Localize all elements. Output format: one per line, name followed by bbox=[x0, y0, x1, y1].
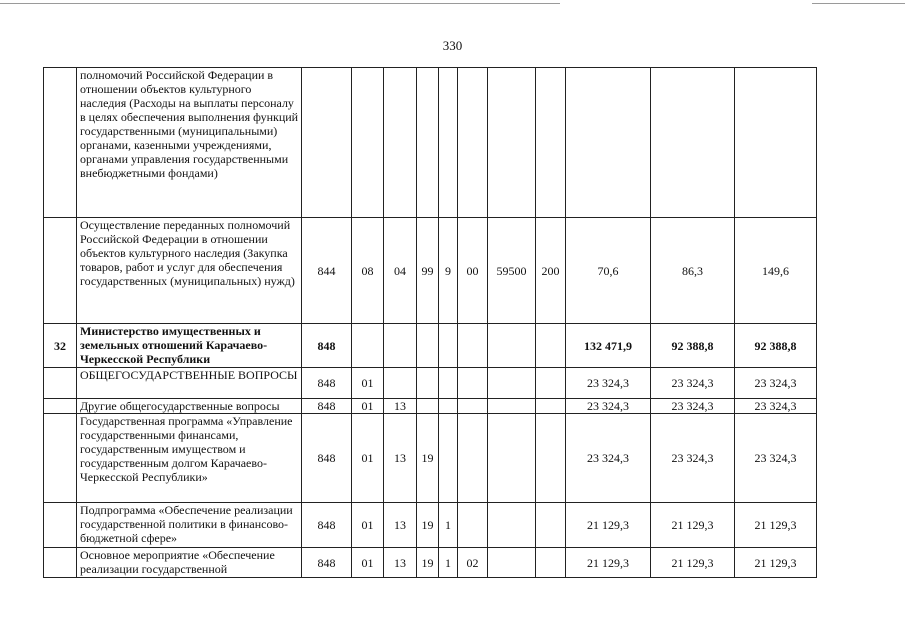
row-number bbox=[44, 68, 77, 218]
amount-year-2: 92 388,8 bbox=[651, 324, 735, 368]
ministry-code: 844 bbox=[302, 218, 352, 324]
table-row bbox=[44, 414, 817, 503]
section-code: 01 bbox=[352, 399, 384, 414]
section-code: 01 bbox=[352, 548, 384, 578]
row-number bbox=[44, 414, 77, 503]
amount-year-2: 23 324,3 bbox=[651, 399, 735, 414]
ministry-code: 848 bbox=[302, 368, 352, 399]
subprogram-code bbox=[439, 414, 458, 503]
expense-type-code bbox=[536, 548, 566, 578]
amount-year-2: 86,3 bbox=[651, 218, 735, 324]
ministry-code: 848 bbox=[302, 503, 352, 548]
program-code: 99 bbox=[417, 218, 439, 324]
expense-type-code bbox=[536, 399, 566, 414]
subsection-code: 13 bbox=[384, 399, 417, 414]
amount-year-1: 21 129,3 bbox=[566, 548, 651, 578]
row-number bbox=[44, 399, 77, 414]
ministry-code bbox=[302, 68, 352, 218]
program-code: 19 bbox=[417, 503, 439, 548]
direction-code: 59500 bbox=[488, 218, 536, 324]
table-row bbox=[44, 399, 817, 414]
subsection-code: 13 bbox=[384, 414, 417, 503]
event-code bbox=[458, 503, 488, 548]
ministry-code: 848 bbox=[302, 399, 352, 414]
row-number bbox=[44, 548, 77, 578]
event-code bbox=[458, 68, 488, 218]
amount-year-2: 21 129,3 bbox=[651, 548, 735, 578]
subprogram-code bbox=[439, 399, 458, 414]
direction-code bbox=[488, 503, 536, 548]
section-code: 01 bbox=[352, 503, 384, 548]
subprogram-code bbox=[439, 68, 458, 218]
row-name: полномочий Российской Федерации в отношении объектов культурного наследия (Расходы на выплаты персоналу в целях обеспечения выполнения функций государственными (муниципальными) органами, казенными учреждениями, органами управления государственными внебюджетными фондами) bbox=[77, 68, 302, 218]
amount-year-3: 23 324,3 bbox=[735, 399, 817, 414]
table-row bbox=[44, 324, 817, 368]
expense-type-code bbox=[536, 368, 566, 399]
row-name: Подпрограмма «Обеспечение реализации государственной политики в финансово-бюджетной сфере» bbox=[77, 503, 302, 548]
amount-year-3: 21 129,3 bbox=[735, 503, 817, 548]
subsection-code bbox=[384, 68, 417, 218]
amount-year-1: 23 324,3 bbox=[566, 414, 651, 503]
amount-year-1: 132 471,9 bbox=[566, 324, 651, 368]
event-code bbox=[458, 368, 488, 399]
subsection-code: 13 bbox=[384, 548, 417, 578]
event-code bbox=[458, 414, 488, 503]
program-code: 19 bbox=[417, 414, 439, 503]
row-name: ОБЩЕГОСУДАРСТВЕННЫЕ ВОПРОСЫ bbox=[77, 368, 302, 399]
table-row bbox=[44, 503, 817, 548]
direction-code bbox=[488, 68, 536, 218]
amount-year-3: 21 129,3 bbox=[735, 548, 817, 578]
subprogram-code bbox=[439, 368, 458, 399]
expense-type-code bbox=[536, 414, 566, 503]
row-number bbox=[44, 218, 77, 324]
page-number: 330 bbox=[442, 38, 463, 53]
subprogram-code: 1 bbox=[439, 548, 458, 578]
direction-code bbox=[488, 324, 536, 368]
expense-type-code bbox=[536, 324, 566, 368]
program-code bbox=[417, 399, 439, 414]
section-code: 08 bbox=[352, 218, 384, 324]
event-code bbox=[458, 399, 488, 414]
amount-year-3: 23 324,3 bbox=[735, 368, 817, 399]
expense-type-code bbox=[536, 68, 566, 218]
row-number: 32 bbox=[44, 324, 77, 368]
direction-code bbox=[488, 548, 536, 578]
table-row bbox=[44, 68, 817, 218]
row-number bbox=[44, 503, 77, 548]
section-code: 01 bbox=[352, 368, 384, 399]
subsection-code: 04 bbox=[384, 218, 417, 324]
program-code bbox=[417, 368, 439, 399]
scan-edge-line-right bbox=[812, 3, 905, 4]
subsection-code bbox=[384, 324, 417, 368]
ministry-code: 848 bbox=[302, 324, 352, 368]
amount-year-2 bbox=[651, 68, 735, 218]
budget-table bbox=[43, 67, 817, 578]
event-code: 02 bbox=[458, 548, 488, 578]
expense-type-code: 200 bbox=[536, 218, 566, 324]
amount-year-2: 23 324,3 bbox=[651, 368, 735, 399]
amount-year-2: 23 324,3 bbox=[651, 414, 735, 503]
row-name: Министерство имущественных и земельных отношений Карачаево-Черкесской Республики bbox=[77, 324, 302, 368]
row-number bbox=[44, 368, 77, 399]
amount-year-3: 149,6 bbox=[735, 218, 817, 324]
table-row bbox=[44, 218, 817, 324]
direction-code bbox=[488, 414, 536, 503]
subprogram-code bbox=[439, 324, 458, 368]
amount-year-1: 21 129,3 bbox=[566, 503, 651, 548]
ministry-code: 848 bbox=[302, 414, 352, 503]
subsection-code bbox=[384, 368, 417, 399]
section-code bbox=[352, 324, 384, 368]
program-code bbox=[417, 68, 439, 218]
amount-year-3 bbox=[735, 68, 817, 218]
subprogram-code: 9 bbox=[439, 218, 458, 324]
ministry-code: 848 bbox=[302, 548, 352, 578]
amount-year-1: 23 324,3 bbox=[566, 368, 651, 399]
table-row bbox=[44, 368, 817, 399]
row-name: Осуществление переданных полномочий Российской Федерации в отношении объектов культурного наследия (Закупка товаров, работ и услуг для обеспечения государственных (муниципальных) нужд) bbox=[77, 218, 302, 324]
program-code bbox=[417, 324, 439, 368]
amount-year-3: 92 388,8 bbox=[735, 324, 817, 368]
event-code: 00 bbox=[458, 218, 488, 324]
amount-year-3: 23 324,3 bbox=[735, 414, 817, 503]
row-name: Государственная программа «Управление государственными финансами, государственным имуществом и государственным долгом Карачаево-Черкесской Республики» bbox=[77, 414, 302, 503]
subsection-code: 13 bbox=[384, 503, 417, 548]
amount-year-1 bbox=[566, 68, 651, 218]
event-code bbox=[458, 324, 488, 368]
amount-year-1: 70,6 bbox=[566, 218, 651, 324]
scan-edge-line-left bbox=[0, 3, 560, 4]
direction-code bbox=[488, 399, 536, 414]
expense-type-code bbox=[536, 503, 566, 548]
program-code: 19 bbox=[417, 548, 439, 578]
subprogram-code: 1 bbox=[439, 503, 458, 548]
amount-year-1: 23 324,3 bbox=[566, 399, 651, 414]
table-row bbox=[44, 548, 817, 578]
section-code bbox=[352, 68, 384, 218]
section-code: 01 bbox=[352, 414, 384, 503]
amount-year-2: 21 129,3 bbox=[651, 503, 735, 548]
direction-code bbox=[488, 368, 536, 399]
row-name: Основное мероприятие «Обеспечение реализации государственной bbox=[77, 548, 302, 578]
row-name: Другие общегосударственные вопросы bbox=[77, 399, 302, 414]
